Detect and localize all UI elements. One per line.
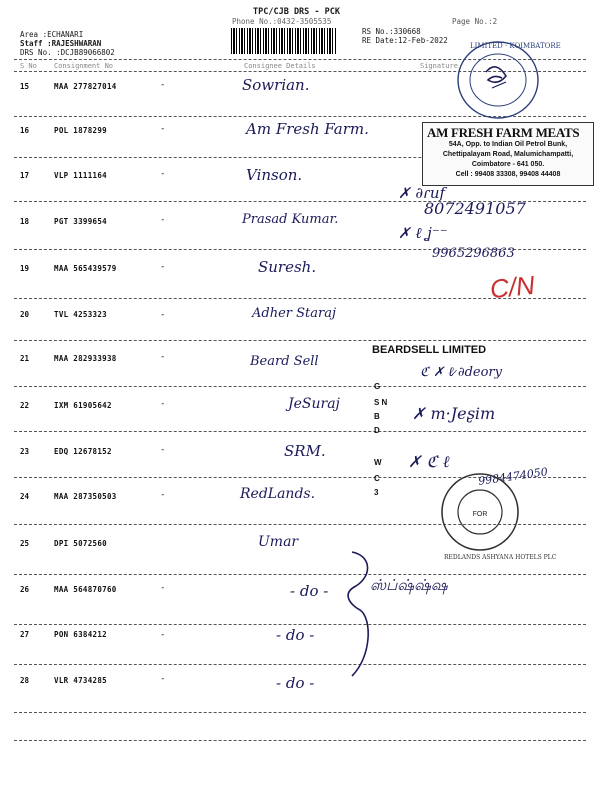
row-dash: -	[160, 80, 166, 90]
row-dash: -	[160, 399, 166, 409]
row-consignee: - do -	[276, 674, 315, 692]
row-consignee: - do -	[290, 582, 329, 600]
row-consignee: Suresh.	[258, 258, 317, 276]
footer-rule	[14, 740, 586, 741]
barcode	[231, 28, 337, 54]
phone-row18: 9965296863	[432, 246, 515, 261]
row-rule	[14, 386, 586, 387]
row-consignment: POL 1878299	[54, 126, 107, 135]
row-dash: -	[160, 445, 166, 455]
row-sn: 21	[20, 354, 30, 363]
row-consignee: Vinson.	[246, 166, 303, 184]
row-rule	[14, 624, 586, 625]
row-dash: -	[160, 490, 166, 500]
beardsell-letter: B	[374, 412, 380, 421]
drs-number: DRS No. :DCJB89066802	[20, 48, 115, 57]
beardsell-letter: C	[374, 474, 380, 483]
amfresh-stamp	[422, 122, 594, 186]
row-consignment: MAA 287350503	[54, 492, 117, 501]
row-dash: -	[160, 124, 166, 134]
beardsell-stamp-title: BEARDSELL LIMITED	[372, 344, 487, 356]
row-consignment: EDQ 12678152	[54, 447, 112, 456]
amfresh-cell: Cell : 99408 33308, 99408 44408	[455, 171, 561, 178]
row-sn: 19	[20, 264, 30, 273]
beardsell-letter: D	[374, 426, 380, 435]
redlands-seal	[438, 470, 522, 554]
round-seal	[452, 38, 544, 122]
row-dash: -	[160, 215, 166, 225]
amfresh-address-3: Coimbatore - 641 050.	[471, 161, 545, 168]
row-consignee: Beard Sell	[250, 354, 319, 369]
amfresh-title: AM FRESH FARM MEATS	[427, 125, 580, 140]
row-consignment: MAA 277827014	[54, 82, 117, 91]
row-sn: 26	[20, 585, 30, 594]
beardsell-letter: W	[374, 458, 382, 467]
phone-row23: 9984474050	[477, 465, 549, 488]
row-sn: 20	[20, 310, 30, 319]
row-consignment: VLR 4734285	[54, 676, 107, 685]
column-signature: Signature	[420, 62, 458, 70]
row-dash: -	[160, 352, 166, 362]
column-consignment: Consignment No	[54, 62, 114, 70]
area-label: Area :ECHANARI	[20, 30, 84, 39]
row-dash: -	[160, 583, 166, 593]
phone-number: Phone No.:0432-3505535	[232, 17, 332, 26]
row-consignment: VLP 1111164	[54, 171, 107, 180]
beardsell-letter: S N	[374, 398, 388, 407]
row-consignee: Prasad Kumar.	[242, 212, 339, 227]
row-dash: -	[160, 630, 166, 640]
re-date: RE Date:12-Feb-2022	[362, 36, 448, 45]
row-consignee: JeSuraj	[288, 396, 340, 412]
row-sn: 17	[20, 171, 30, 180]
row-consignee: - do -	[276, 626, 315, 644]
row-consignee: Adher Staraj	[252, 306, 336, 321]
column-consignee: Consignee Details	[244, 62, 316, 70]
row-sn: 22	[20, 401, 30, 410]
row-sn: 16	[20, 126, 30, 135]
row-consignment: PGT 3399654	[54, 217, 107, 226]
signature-row23: ✗ ℭ ℓ	[408, 452, 450, 471]
row-consignee: Sowrian.	[242, 76, 310, 94]
beardsell-letter: G	[374, 382, 381, 391]
phone-row17: 8072491057	[424, 199, 526, 218]
row-sn: 24	[20, 492, 30, 501]
row-rule	[14, 431, 586, 432]
signature-row17: ✗ ∂ɾuf	[398, 184, 446, 202]
row-consignment: TVL 4253323	[54, 310, 107, 319]
row-consignment: DPI 5072560	[54, 539, 107, 548]
row-dash: -	[160, 674, 166, 684]
row-sn: 15	[20, 82, 30, 91]
signature-row21: ℭ ✗ ℓ̷ ∂deory	[420, 365, 502, 380]
row-consignment: MAA 565439579	[54, 264, 117, 273]
row-consignee: Umar	[258, 534, 299, 550]
row-dash: -	[160, 169, 166, 179]
row-sn: 18	[20, 217, 30, 226]
row-sn: 28	[20, 676, 30, 685]
amfresh-address-2: Chettipalayam Road, Malumichampatti,	[442, 151, 574, 158]
row-rule	[14, 340, 586, 341]
redlands-seal-text: REDLANDS ASHYANA HOTELS PLC	[444, 554, 557, 561]
staff-label: Staff :RAJESHWARAN	[20, 39, 102, 48]
signature-row18: ✗ ℓ ʝ⁻⁻	[398, 224, 448, 242]
row-dash: -	[160, 310, 166, 320]
row-rule	[14, 664, 586, 665]
page-number: Page No.:2	[452, 17, 498, 26]
row-dash: -	[160, 262, 166, 272]
row-sn: 25	[20, 539, 30, 548]
bracket-mark	[322, 546, 402, 686]
signature-umar: ஸ்ப்ஷ்ஷ்ஷ	[370, 576, 448, 594]
row-consignment: MAA 564870760	[54, 585, 117, 594]
svg-text:FOR: FOR	[472, 511, 488, 518]
row-sn: 27	[20, 630, 30, 639]
column-sn: S No	[20, 62, 37, 70]
row-rule	[14, 574, 586, 575]
cn-mark: C/N	[488, 269, 537, 305]
row-rule	[14, 712, 586, 713]
sheet-title: TPC/CJB DRS - PCK	[253, 7, 340, 17]
row-consignment: PON 6384212	[54, 630, 107, 639]
amfresh-address-1: 54A, Opp. to Indian Oil Petrol Bunk,	[448, 141, 568, 148]
row-consignment: MAA 282933938	[54, 354, 117, 363]
rs-number: RS No.:330668	[362, 27, 421, 36]
row-consignee: SRM.	[284, 442, 326, 460]
beardsell-letter: 3	[374, 488, 379, 497]
row-consignee: Am Fresh Farm.	[246, 120, 369, 138]
round-seal-text: LIMITED · KOIMBATORE	[470, 42, 561, 50]
signature-row22: ✗ m·Jeʂim	[412, 404, 496, 423]
row-consignee: RedLands.	[240, 486, 316, 502]
row-sn: 23	[20, 447, 30, 456]
row-consignment: IXM 61905642	[54, 401, 112, 410]
